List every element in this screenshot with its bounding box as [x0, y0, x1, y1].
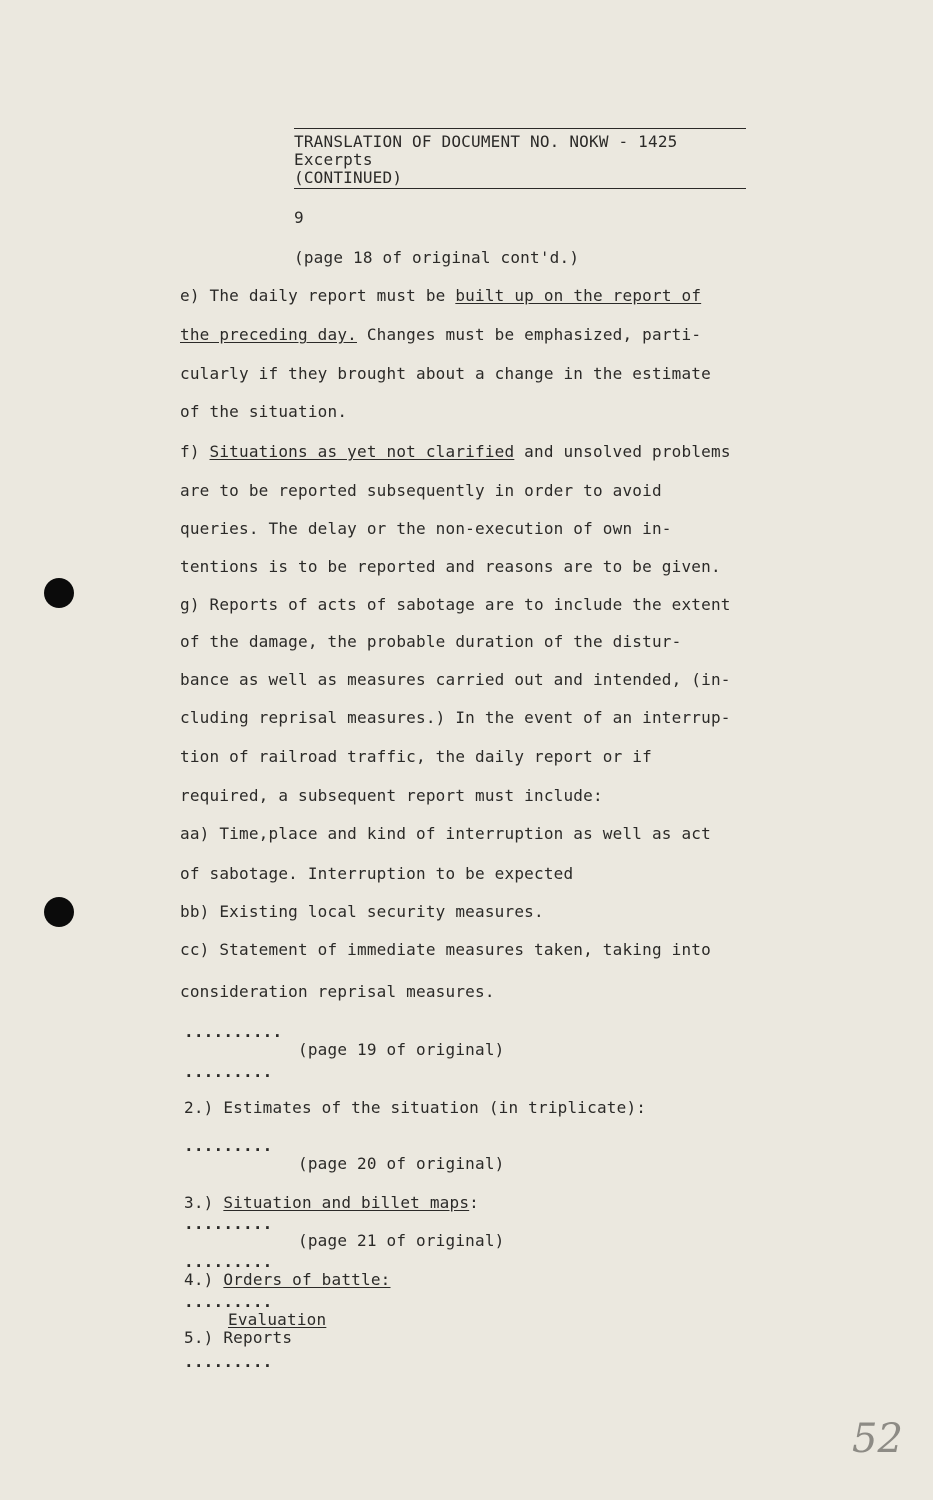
page-19-note: (page 19 of original) — [298, 1040, 505, 1059]
para-g-line5: tion of railroad traffic, the daily report or if — [180, 747, 652, 766]
ellipsis: ......... — [184, 1214, 273, 1233]
item-aa-line1: aa) Time,place and kind of interruption as well as act — [180, 824, 711, 843]
header-continued: (CONTINUED) — [294, 168, 403, 187]
ellipsis: .......... — [184, 1022, 283, 1041]
item-2: 2.) Estimates of the situation (in triplicate): — [184, 1098, 647, 1117]
ellipsis: ......... — [184, 1352, 273, 1371]
page-20-note: (page 20 of original) — [298, 1154, 505, 1173]
ellipsis: ......... — [184, 1062, 273, 1081]
item-cc-line1: cc) Statement of immediate measures taken, taking into — [180, 940, 711, 959]
item-4: 4.) Orders of battle: — [184, 1270, 391, 1289]
punch-hole — [44, 578, 74, 608]
para-g-line3: bance as well as measures carried out and intended, (in- — [180, 670, 731, 689]
header-subtitle: Excerpts — [294, 150, 373, 169]
para-f-line1: f) Situations as yet not clarified and unsolved problems — [180, 442, 731, 461]
handwritten-folio-number: 52 — [852, 1416, 903, 1462]
ellipsis: ......... — [184, 1252, 273, 1271]
para-f-line2: are to be reported subsequently in order to avoid — [180, 481, 662, 500]
item-3: 3.) Situation and billet maps: — [184, 1193, 480, 1212]
para-g-line6: required, a subsequent report must include: — [180, 786, 603, 805]
header-bottom-rule — [294, 188, 746, 189]
item-5-evaluation: Evaluation — [228, 1310, 327, 1329]
item-aa-line2: of sabotage. Interruption to be expected — [180, 864, 574, 883]
para-g-line4: cluding reprisal measures.) In the event of an interrup- — [180, 708, 731, 727]
ellipsis: ......... — [184, 1136, 273, 1155]
header-title: TRANSLATION OF DOCUMENT NO. NOKW - 1425 — [294, 132, 678, 151]
header-top-rule — [294, 128, 746, 129]
page-number: 9 — [294, 208, 304, 227]
ellipsis: ......... — [184, 1292, 273, 1311]
item-cc-line2: consideration reprisal measures. — [180, 982, 495, 1001]
item-5: 5.) Reports — [184, 1328, 293, 1347]
item-bb: bb) Existing local security measures. — [180, 902, 544, 921]
para-e-line4: of the situation. — [180, 402, 348, 421]
continuation-note: (page 18 of original cont'd.) — [294, 248, 580, 267]
para-e-line1: e) The daily report must be built up on the report of — [180, 286, 702, 305]
para-f-line3: queries. The delay or the non-execution of own in- — [180, 519, 672, 538]
para-g-line1: g) Reports of acts of sabotage are to include the extent — [180, 595, 731, 614]
para-e-line2: the preceding day. Changes must be emphasized, parti- — [180, 325, 702, 344]
para-e-line3: cularly if they brought about a change in the estimate — [180, 364, 711, 383]
para-f-line4: tentions is to be reported and reasons are to be given. — [180, 557, 721, 576]
page-21-note: (page 21 of original) — [298, 1231, 505, 1250]
punch-hole — [44, 897, 74, 927]
para-g-line2: of the damage, the probable duration of the distur- — [180, 632, 682, 651]
